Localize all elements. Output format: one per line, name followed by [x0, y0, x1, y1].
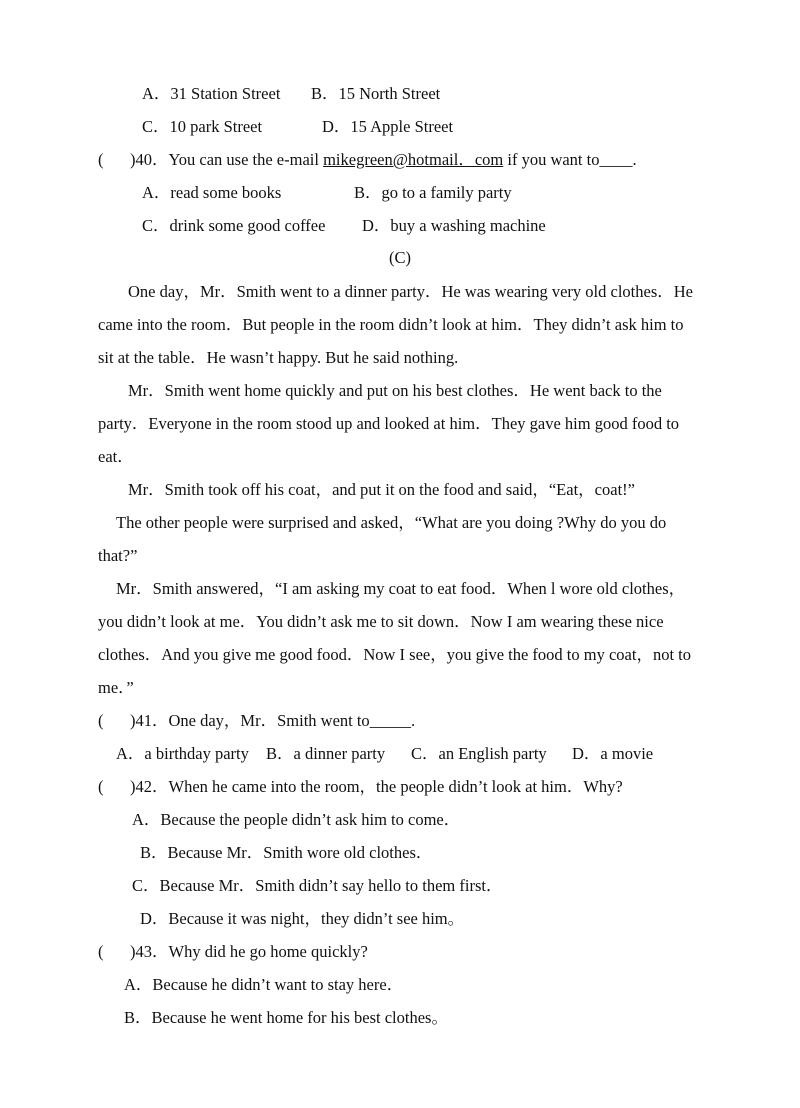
q40-email: mikegreen@hotmail．com: [323, 150, 504, 169]
q42-option-b: B．Because Mr．Smith wore old clothes．: [140, 843, 433, 862]
passage-line-10: Mr．Smith answered，“I am asking my coat to eat food．When l wore old clothes，: [116, 579, 686, 598]
passage-line-12: clothes．And you give me good food．Now I see，you give the food to my coat，not to: [98, 645, 691, 664]
q41-option-a: A．a birthday party: [116, 744, 249, 763]
q42-option-a: A．Because the people didn’t ask him to come．: [132, 810, 461, 829]
passage-line-6: eat．: [98, 447, 134, 466]
q39-option-a: A．31 Station Street: [142, 84, 281, 103]
q41-option-b: B．a dinner party: [266, 744, 386, 763]
q41-stem: [130, 711, 415, 731]
passage-line-9: that?”: [98, 546, 138, 565]
q40-text-rest: if you want to: [503, 150, 600, 169]
q41-text: )41．One day，Mr．Smith went to: [130, 711, 370, 730]
passage-line-7: Mr．Smith took off his coat，and put it on the food and said，“Eat，coat!”: [128, 480, 635, 499]
q42-option-d: D．Because it was night，they didn’t see him。: [140, 909, 465, 928]
q40-option-b: B．go to a family party: [354, 183, 512, 202]
q43-option-a: A．Because he didn’t want to stay here．: [124, 975, 404, 994]
passage-line-13: me．”: [98, 678, 134, 697]
q41-option-c: C．an English party: [411, 744, 547, 763]
q40-stem: [130, 150, 637, 170]
passage-line-8: The other people were surprised and asked，“What are you doing ?Why do you do: [116, 513, 667, 532]
q40-blank: ____: [599, 150, 633, 169]
q42-option-c: C．Because Mr．Smith didn’t say hello to them first．: [132, 876, 503, 895]
q40-text: )40．You can use the e-mail: [130, 150, 324, 169]
answer-paren: (: [98, 777, 104, 796]
q40-option-a: A．read some books: [142, 183, 282, 202]
passage-line-2: came into the room．But people in the room didn’t look at him．They didn’t ask him to: [98, 315, 684, 334]
q42-text: )42．When he came into the room，the people didn’t look at him．Why?: [130, 777, 623, 796]
answer-paren: (: [98, 942, 104, 961]
answer-paren: (: [98, 711, 104, 730]
passage-line-4: Mr．Smith went home quickly and put on his best clothes．He went back to the: [128, 381, 662, 400]
passage-line-1: One day，Mr．Smith went to a dinner party．He was wearing very old clothes．He: [128, 282, 693, 301]
passage-line-5: party．Everyone in the room stood up and looked at him．They gave him good food to: [98, 414, 680, 433]
answer-paren: (: [98, 150, 104, 169]
q39-option-c: C．10 park Street: [142, 117, 263, 136]
passage-line-11: you didn’t look at me．You didn’t ask me to sit down．Now I am wearing these nice: [98, 612, 664, 631]
q43-text: )43．Why did he go home quickly?: [130, 942, 368, 961]
q41-option-d: D．a movie: [572, 744, 654, 763]
q39-option-b: B．15 North Street: [311, 84, 441, 103]
passage-line-3: sit at the table．He wasn’t happy. But he said nothing.: [98, 348, 459, 367]
section-label: (C): [389, 248, 411, 267]
q40-option-d: D．buy a washing machine: [362, 216, 546, 235]
q40-option-c: C．drink some good coffee: [142, 216, 326, 235]
q41-end: .: [410, 711, 416, 730]
q40-end: .: [632, 150, 637, 169]
q39-option-d: D．15 Apple Street: [322, 117, 454, 136]
q41-blank: _____: [369, 711, 411, 730]
q43-option-b: B．Because he went home for his best clothes。: [124, 1008, 448, 1027]
